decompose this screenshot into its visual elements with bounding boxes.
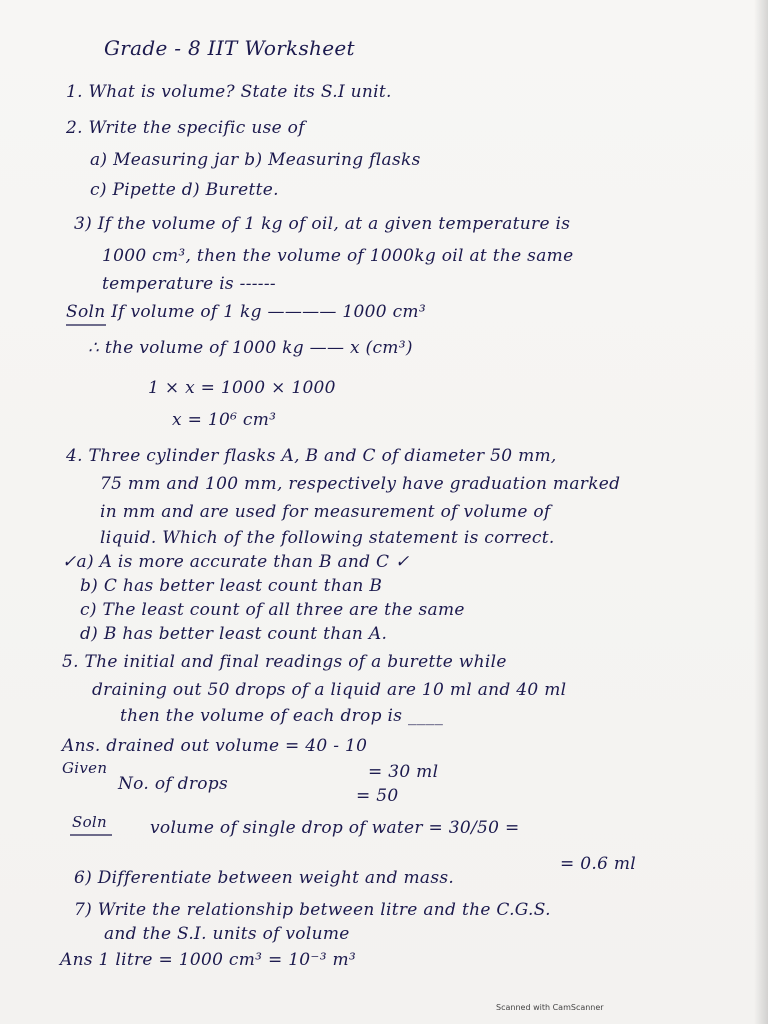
question-4: 4. Three cylinder flasks A, B and C of diameter 50 mm, (66, 446, 557, 466)
answer-5-line-1: Ans. drained out volume = 40 - 10 (62, 736, 368, 756)
soln-underline (66, 322, 106, 328)
question-4-option-d: d) B has better least count than A. (80, 624, 388, 644)
question-2-options-cd: c) Pipette d) Burette. (90, 180, 279, 200)
solution-3-line-3: 1 × x = 1000 × 1000 (148, 378, 336, 398)
question-2: 2. Write the specific use of (66, 118, 305, 138)
solution-3-line-4: x = 10⁶ cm³ (172, 410, 277, 430)
solution-5-label: Soln (72, 813, 107, 831)
question-4-option-c: c) The least count of all three are the same (80, 600, 465, 620)
solution-5-result: = 0.6 ml (560, 854, 637, 874)
page-shadow-edge (754, 0, 768, 1024)
question-5-line-3: then the volume of each drop is ____ (120, 706, 444, 726)
answer-5-given-label: Given (62, 759, 108, 777)
answer-5-drops-label: No. of drops (118, 774, 228, 794)
soln-underline-2 (70, 832, 112, 838)
question-6: 6) Differentiate between weight and mass. (74, 868, 455, 888)
question-4-line-3: in mm and are used for measurement of volume of (100, 502, 551, 522)
question-3-line-3: temperature is ------ (102, 274, 276, 294)
solution-5-line-1: volume of single drop of water = 30/50 = (150, 818, 520, 838)
question-3: 3) If the volume of 1 kg of oil, at a given temperature is (74, 214, 571, 234)
answer-5-line-2: = 30 ml (368, 762, 439, 782)
question-7-line-2: and the S.I. units of volume (104, 924, 350, 944)
question-4-line-4: liquid. Which of the following statement is correct. (100, 528, 555, 548)
answer-5-drops-value: = 50 (356, 786, 399, 806)
question-5-line-2: draining out 50 drops of a liquid are 10 ml and 40 ml (92, 680, 567, 700)
solution-3-line-2: ∴ the volume of 1000 kg —— x (cm³) (88, 338, 413, 358)
question-1: 1. What is volume? State its S.I unit. (66, 82, 392, 102)
question-4-option-b: b) C has better least count than B (80, 576, 383, 596)
worksheet-title: Grade - 8 IIT Worksheet (104, 36, 355, 60)
scanner-watermark: Scanned with CamScanner (496, 1003, 604, 1012)
question-4-option-a: ✓a) A is more accurate than B and C ✓ (62, 552, 410, 572)
question-4-line-2: 75 mm and 100 mm, respectively have graduation marked (100, 474, 621, 494)
question-2-options-ab: a) Measuring jar b) Measuring flasks (90, 150, 421, 170)
question-5: 5. The initial and final readings of a burette while (62, 652, 507, 672)
question-7: 7) Write the relationship between litre and the C.G.S. (74, 900, 551, 920)
question-3-line-2: 1000 cm³, then the volume of 1000kg oil at the same (102, 246, 574, 266)
answer-7: Ans 1 litre = 1000 cm³ = 10⁻³ m³ (60, 950, 357, 970)
solution-3-line-1: Soln If volume of 1 kg ———— 1000 cm³ (66, 302, 426, 322)
